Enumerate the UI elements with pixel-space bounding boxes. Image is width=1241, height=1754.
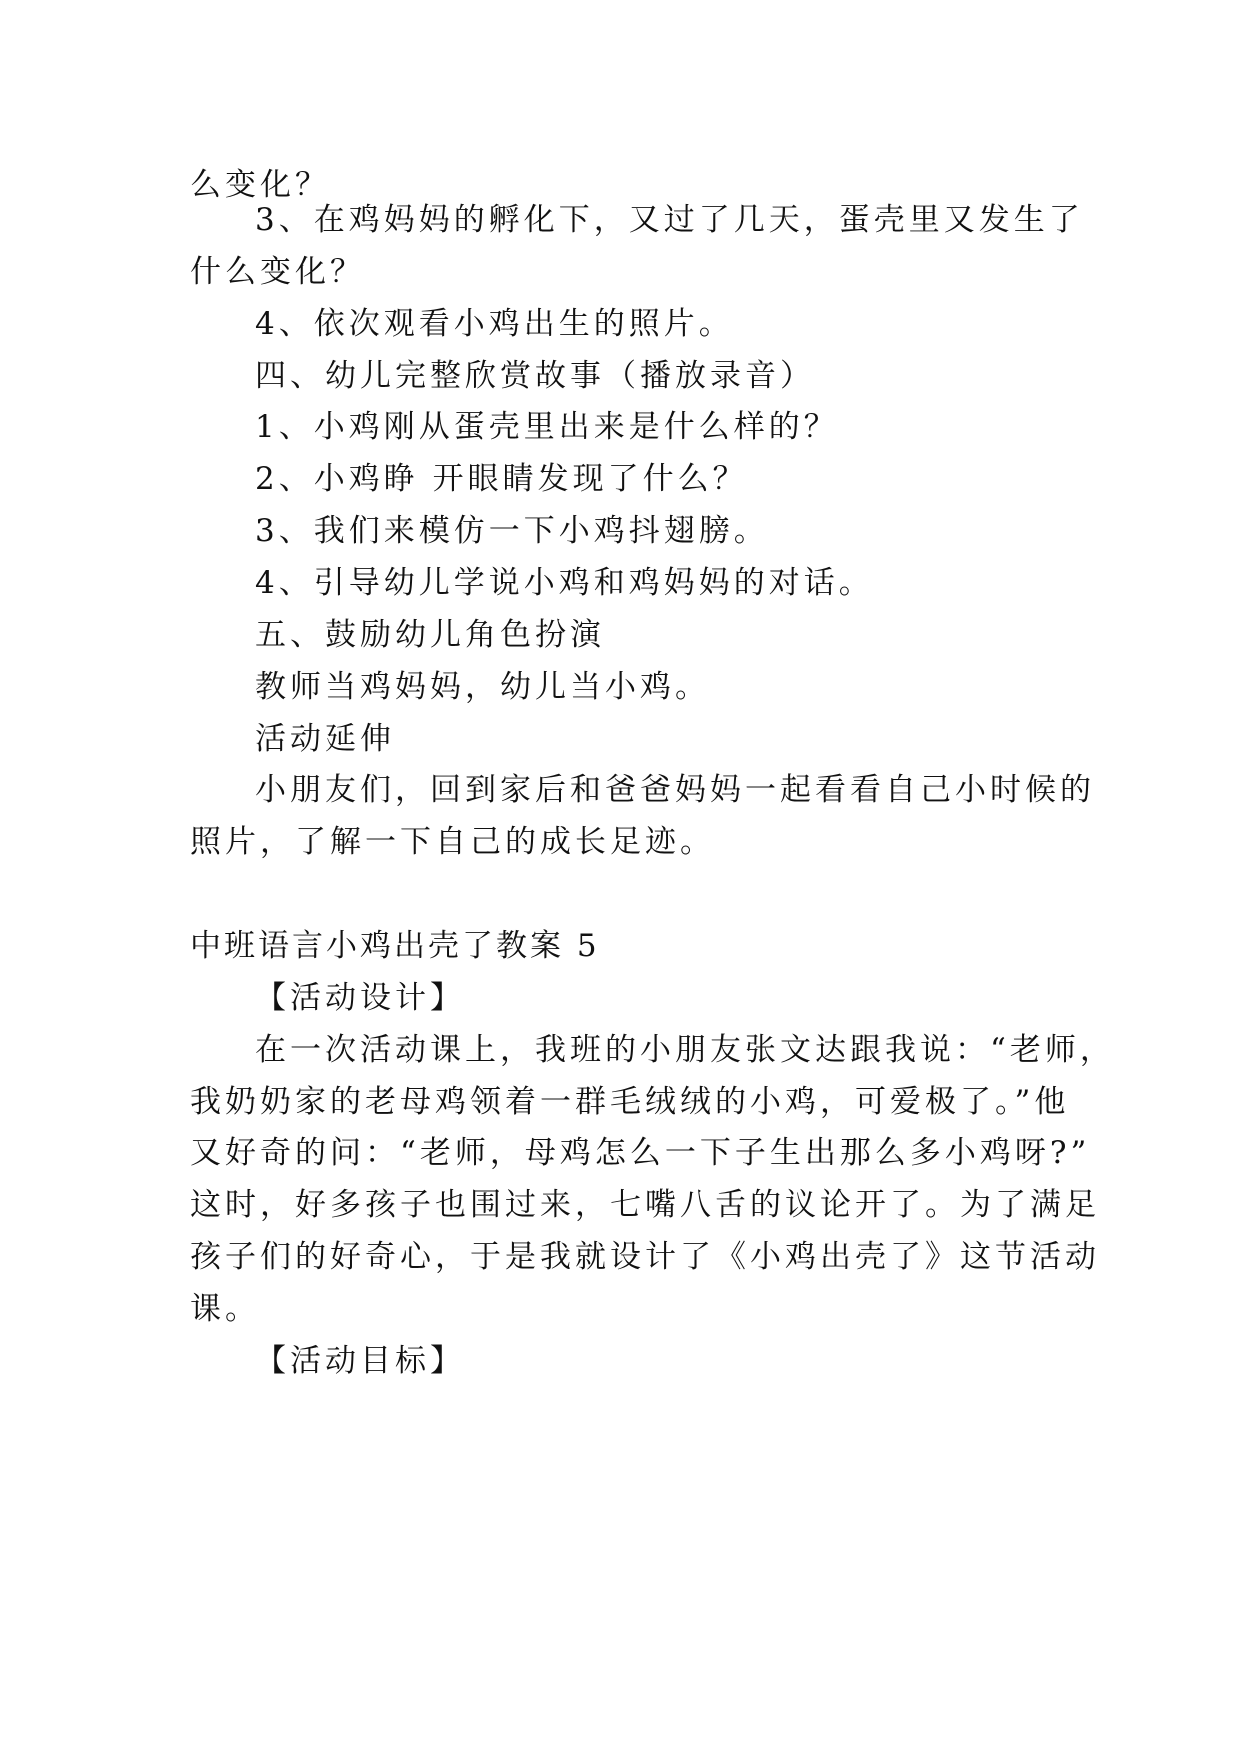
section-heading: 五、鼓励幼儿角色扮演	[255, 617, 605, 653]
text-line: 4、依次观看小鸡出生的照片。	[255, 306, 734, 342]
text-line: 孩子们的好奇心，于是我就设计了《小鸡出壳了》这节活动	[190, 1239, 1100, 1275]
section-heading: 【活动设计】	[255, 980, 465, 1016]
text-line: 这时，好多孩子也围过来，七嘴八舌的议论开了。为了满足	[190, 1187, 1100, 1223]
text-line: 教师当鸡妈妈，幼儿当小鸡。	[255, 669, 710, 705]
document-title: 中班语言小鸡出壳了教案 5	[190, 928, 600, 964]
text-line: 又好奇的问：“老师，母鸡怎么一下子生出那么多小鸡呀?”	[190, 1135, 1091, 1171]
text-line: 2、小鸡睁 开眼睛发现了什么？	[255, 461, 748, 497]
text-line: 课。	[190, 1291, 260, 1327]
text-line: 1、小鸡刚从蛋壳里出来是什么样的？	[255, 409, 839, 445]
text-line: 4、引导幼儿学说小鸡和鸡妈妈的对话。	[255, 565, 874, 601]
text-line: 3、在鸡妈妈的孵化下，又过了几天，蛋壳里又发生了	[255, 202, 1084, 238]
text-line: 照片，了解一下自己的成长足迹。	[190, 824, 715, 860]
text-line: 在一次活动课上，我班的小朋友张文达跟我说：“老师，	[255, 1032, 1115, 1068]
text-line: 我奶奶家的老母鸡领着一群毛绒绒的小鸡，可爱极了。”他	[190, 1084, 1070, 1120]
text-line: 什么变化？	[190, 254, 365, 290]
section-heading: 四、幼儿完整欣赏故事（播放录音）	[255, 358, 815, 394]
text-line: 么变化？	[190, 167, 330, 203]
section-heading: 活动延伸	[255, 721, 395, 757]
text-line: 3、我们来模仿一下小鸡抖翅膀。	[255, 513, 769, 549]
text-line: 小朋友们，回到家后和爸爸妈妈一起看看自己小时候的	[255, 772, 1095, 808]
section-heading: 【活动目标】	[255, 1343, 465, 1379]
